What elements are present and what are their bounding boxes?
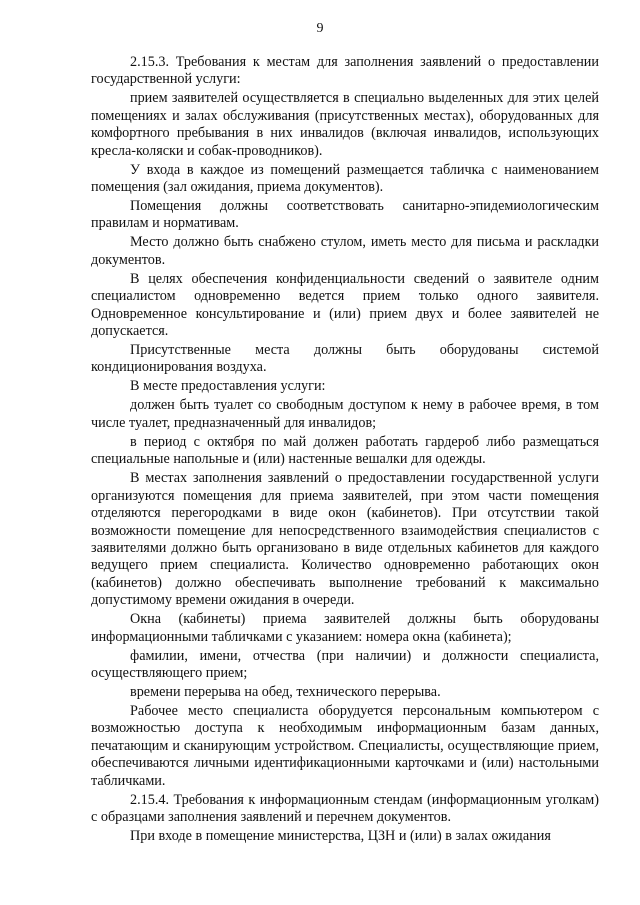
document-body (91, 54, 599, 847)
paragraph: Рабочее место специалиста оборудуется персональным компьютером с возможностью доступа к необходимым информационным базам данных, печатающим и сканирующим устройством. Специалисты, осуществляющие прием, обеспечиваются личными идентификационными карточками и (или) настольными табличками. (91, 702, 599, 789)
paragraph: должен быть туалет со свободным доступом к нему в рабочее время, в том числе туалет, предназначенный для инвалидов; (91, 397, 599, 431)
paragraph: У входа в каждое из помещений размещается табличка с наименованием помещения (зал ожидания, приема документов). (91, 161, 599, 196)
paragraph: Место должно быть снабжено стулом, иметь место для письма и раскладки документов. (91, 234, 599, 268)
paragraph: В целях обеспечения конфиденциальности сведений о заявителе одним специалистом одновременно ведется прием только одного заявителя. Одновременное консультирование и (или) прием двух и более заявителей не допускается. (91, 270, 599, 340)
paragraph: В месте предоставления услуги: (130, 378, 326, 395)
paragraph: 2.15.3. Требования к местам для заполнения заявлений о предоставлении государственной услуги: (91, 54, 599, 88)
paragraph: 2.15.4. Требования к информационным стендам (информационным уголкам) с образцами заполнения заявлений и перечнем документов. (91, 791, 599, 825)
page-number: 9 (316, 21, 324, 36)
paragraph: фамилии, имени, отчества (при наличии) и должности специалиста, осуществляющего прием; (91, 647, 599, 681)
paragraph: прием заявителей осуществляется в специально выделенных для этих целей помещениях и залах обслуживания (присутственных местах), оборудованных для комфортного пребывания в них инвалидов (включая инвалидов, использующих кресла-коляски и собак-проводников). (91, 90, 599, 159)
paragraph: Присутственные места должны быть оборудованы системой кондиционирования воздуха. (91, 342, 599, 376)
paragraph: Окна (кабинеты) приема заявителей должны быть оборудованы информационными табличками с указанием: номера окна (кабинета); (91, 611, 599, 645)
paragraph: времени перерыва на обед, технического перерыва. (130, 683, 441, 700)
paragraph: в период с октября по май должен работать гардероб либо размещаться специальные напольные и (или) настенные вешалки для одежды. (91, 433, 599, 468)
paragraph: Помещения должны соответствовать санитарно-эпидемиологическим правилам и нормативам. (91, 198, 599, 232)
paragraph: При входе в помещение министерства, ЦЗН и (или) в залах ожидания (130, 827, 551, 844)
paragraph: В местах заполнения заявлений о предоставлении государственной услуги организуются помещения для приема заявителей, при этом части помещения отделяются перегородками в виде окон (кабинетов). При отсутствии такой возможности помещение для непосредственного взаимодействия специалистов с заявителями должно быть организовано в виде отдельных кабинетов для каждого ведущего прием специалиста. Количество одновременно работающих окон (кабинетов) должно обеспечивать выполнение требований к максимально допустимому времени ожидания в очереди. (91, 470, 599, 609)
